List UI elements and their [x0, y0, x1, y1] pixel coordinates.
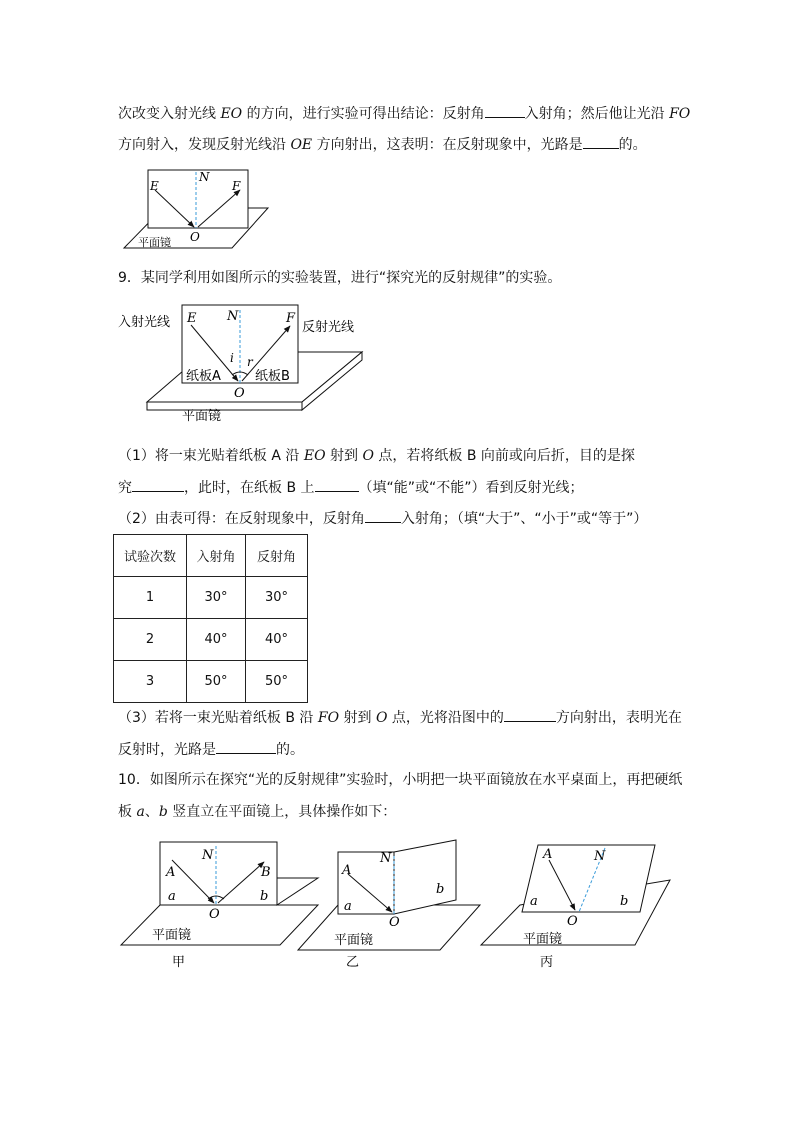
table-cell: 3 [114, 661, 187, 703]
q10-text: 板 [118, 804, 137, 820]
q9-part3-line2 [118, 739, 304, 760]
q8-text: 的方向，进行实验可得出结论：反射角 [242, 106, 485, 122]
q8-text: 次改变入射光线 [118, 106, 221, 122]
q9-text: 射到 [325, 448, 363, 464]
q9-text: 点，光将沿图中的 [387, 710, 504, 726]
answer-blank[interactable] [132, 477, 184, 492]
bing-mirror-label: 平面镜 [523, 932, 563, 947]
table-cell: 30° [246, 577, 308, 619]
table-cell: 50° [246, 661, 308, 703]
q9-data-table [113, 534, 308, 703]
q9-mirror-label: 平面镜 [182, 409, 222, 424]
q8-text: 入射角；然后他让光沿 [524, 106, 670, 122]
jia-board-b-side [277, 878, 318, 905]
bing-label-n: N [594, 849, 606, 864]
table-header: 反射角 [246, 535, 308, 577]
jia-label-b-board: b [260, 889, 269, 904]
q9-label-o: O [234, 386, 245, 401]
q9-text: （填“能”或“不能”）看到反射光线； [358, 480, 584, 496]
bing-board [522, 845, 655, 912]
table-header-row [114, 535, 308, 577]
q10-text: 竖直立在平面镜上，具体操作如下： [167, 804, 397, 820]
jia-label-a-point: A [166, 865, 176, 880]
q9-part1-line2 [118, 477, 584, 498]
yi-mirror-label: 平面镜 [334, 933, 374, 948]
q10-figure-jia [121, 842, 318, 945]
jia-label-n: N [202, 848, 214, 863]
q9-text: 反射时，光路是 [118, 742, 216, 758]
table-row [114, 661, 308, 703]
ray-fo-label: FO [317, 710, 340, 726]
jia-mirror-label: 平面镜 [152, 928, 192, 943]
point-o-label: O [362, 448, 374, 464]
q10-figure-bing [481, 845, 670, 945]
table-cell: 2 [114, 619, 187, 661]
q9-reflected-label: 反射光线 [302, 320, 355, 335]
q9-text: 射到 [339, 710, 376, 726]
ray-fo-label: FO [669, 106, 691, 122]
jia-label-b-point: B [261, 865, 271, 880]
q8-label-e: E [150, 179, 159, 193]
q9-text: 点，若将纸板 B 向前或向后折，目的是探 [373, 448, 635, 464]
q8-text: 方向射出，这表明：在反射现象中，光路是 [312, 137, 583, 153]
table-cell: 40° [187, 619, 246, 661]
ray-eo-label: EO [220, 106, 243, 122]
table-header: 试验次数 [114, 535, 187, 577]
q8-text: 方向射入，发现反射光线沿 [118, 137, 291, 153]
yi-caption: 乙 [346, 955, 360, 970]
bing-label-a-board: a [530, 894, 538, 909]
q9-text: 的。 [276, 742, 304, 758]
bing-label-a-point: A [543, 847, 553, 862]
answer-blank[interactable] [216, 739, 276, 754]
ray-eo-label: EO [303, 448, 326, 464]
q9-text: ，此时，在纸板 B 上 [184, 480, 315, 496]
q9-board-a-label: 纸板A [186, 369, 221, 384]
q9-part1-line1 [118, 446, 635, 466]
q9-text: 入射角；（填“大于”、“小于”或“等于”） [400, 511, 648, 527]
q8-mirror-label: 平面镜 [138, 236, 171, 249]
q9-incident-label: 入射光线 [118, 315, 171, 330]
table-cell: 1 [114, 577, 187, 619]
ray-oe-label: OE [290, 137, 313, 153]
q10-text: 、 [144, 804, 159, 820]
table-header: 入射角 [187, 535, 246, 577]
board-b-label: b [158, 804, 168, 820]
q8-label-f: F [232, 179, 241, 193]
q8-label-n: N [199, 170, 210, 184]
q9-board-b-label: 纸板B [255, 369, 290, 384]
q9-angle-r: r [247, 355, 253, 369]
q9-text: （3）若将一束光贴着纸板 B 沿 [118, 710, 318, 726]
bing-label-b-board: b [620, 894, 629, 909]
bing-label-o: O [567, 914, 578, 929]
answer-blank[interactable] [365, 508, 401, 523]
table-cell: 30° [187, 577, 246, 619]
jia-caption: 甲 [172, 955, 186, 970]
q10-stem-line1: 10．如图所示在探究“光的反射规律”实验时，小明把一块平面镜放在水平桌面上，再把硬纸 [118, 772, 683, 788]
q8-label-o: O [190, 230, 200, 244]
q9-text: （2）由表可得：在反射现象中，反射角 [118, 511, 365, 527]
jia-label-a-board: a [168, 889, 176, 904]
q9-part2-line [118, 508, 647, 529]
table-row [114, 619, 308, 661]
point-o-label: O [375, 710, 388, 726]
answer-blank[interactable] [315, 477, 359, 492]
q10-stem-line2 [118, 802, 396, 822]
q9-text: 方向射出，表明光在 [555, 710, 682, 726]
yi-label-a-point: A [342, 863, 352, 878]
table-cell: 40° [246, 619, 308, 661]
q9-part3-line1 [118, 707, 682, 728]
jia-label-o: O [209, 907, 220, 922]
q9-stem: 9．某同学利用如图所示的实验装置，进行“探究光的反射规律”的实验。 [118, 270, 562, 286]
q9-label-f: F [286, 311, 296, 326]
q9-text: （1）将一束光贴着纸板 A 沿 [118, 448, 304, 464]
q8-text: 的。 [618, 137, 647, 153]
q9-angle-i: i [230, 351, 234, 365]
yi-label-b-board: b [436, 882, 445, 897]
yi-label-a-board: a [344, 899, 352, 914]
bing-caption: 丙 [540, 955, 554, 970]
yi-label-o: O [389, 915, 400, 930]
answer-blank[interactable] [504, 707, 556, 722]
q9-text: 究 [118, 480, 132, 496]
q9-label-n: N [227, 309, 239, 324]
yi-label-n: N [380, 851, 392, 866]
q9-label-e: E [187, 311, 197, 326]
q9-mirror-front [147, 402, 302, 410]
board-a-label: a [136, 804, 145, 820]
table-cell: 50° [187, 661, 246, 703]
yi-board-b [394, 840, 456, 914]
table-row [114, 577, 308, 619]
